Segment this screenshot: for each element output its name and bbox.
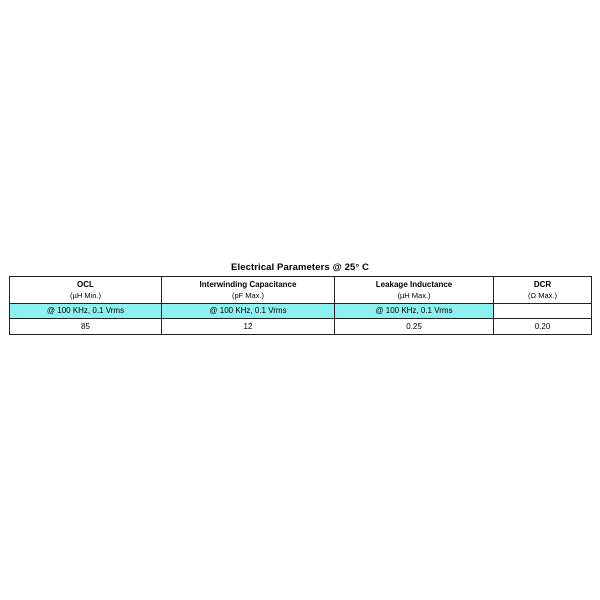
table-title: Electrical Parameters @ 25° C: [231, 262, 369, 273]
value-cell-ocl: 85: [10, 319, 162, 335]
condition-cell-dcr: [494, 304, 592, 319]
column-header-label: Interwinding Capacitance: [199, 279, 297, 289]
table-header-row: [10, 277, 592, 304]
column-header-interwinding-capacitance: [162, 277, 335, 304]
condition-cell-ocl: @ 100 KHz, 0.1 Vrms: [10, 304, 162, 319]
column-header-label: OCL: [77, 279, 94, 289]
column-header-label: Leakage Inductance: [375, 279, 453, 289]
column-header-unit: (µH Max.): [397, 290, 431, 300]
value-cell-leakage-inductance: 0.25: [335, 319, 494, 335]
column-header-leakage-inductance: [335, 277, 494, 304]
column-header-label: DCR: [533, 279, 552, 289]
electrical-parameters-block: [9, 262, 591, 335]
column-header-unit: (µH Min.): [70, 290, 101, 300]
condition-cell-interwinding-capacitance: @ 100 KHz, 0.1 Vrms: [162, 304, 335, 319]
column-header-unit: (Ω Max.): [528, 290, 557, 300]
condition-cell-leakage-inductance: @ 100 KHz, 0.1 Vrms: [335, 304, 494, 319]
value-cell-interwinding-capacitance: 12: [162, 319, 335, 335]
electrical-parameters-table: [9, 276, 592, 335]
table-conditions-row: [10, 304, 592, 319]
column-header-ocl: [10, 277, 162, 304]
column-header-unit: (pF Max.): [231, 290, 265, 300]
value-cell-dcr: 0.20: [494, 319, 592, 335]
table-values-row: [10, 319, 592, 335]
column-header-dcr: [494, 277, 592, 304]
